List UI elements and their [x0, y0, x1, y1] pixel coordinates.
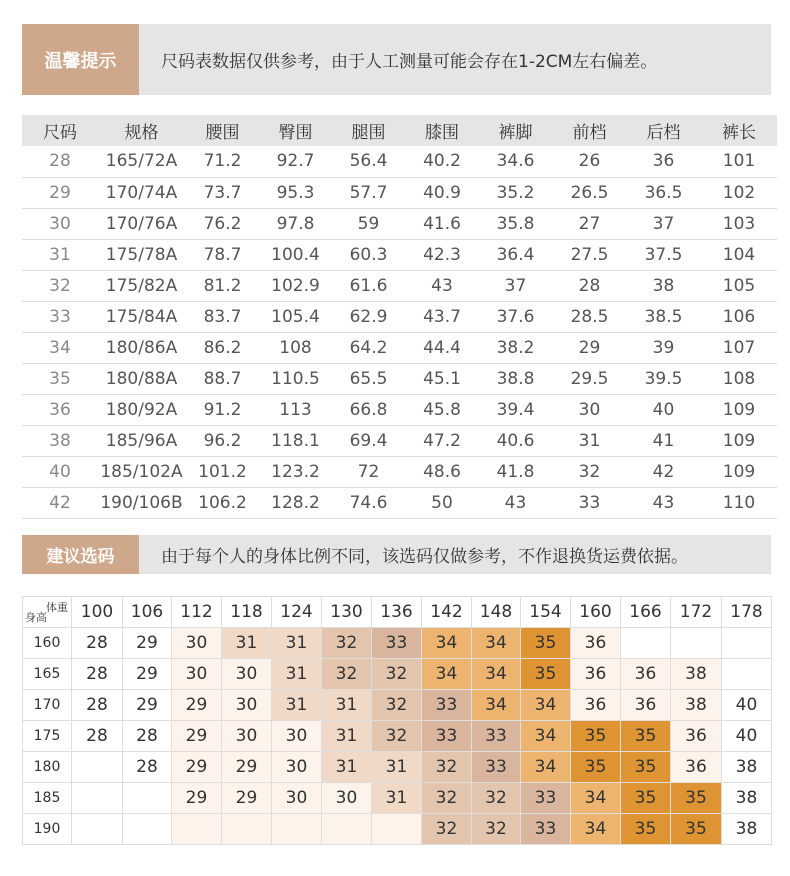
height-row: [23, 690, 772, 721]
recommend-cell: 29: [222, 783, 272, 814]
size-cell: 43: [626, 487, 701, 518]
recommend-cell: 31: [272, 690, 322, 721]
size-cell: 48.6: [406, 456, 478, 487]
weight-header: 178: [722, 597, 772, 628]
size-row: [22, 332, 777, 363]
weight-header: 136: [372, 597, 422, 628]
height-row: [23, 628, 772, 659]
size-cell: 107: [701, 332, 777, 363]
size-cell: 43: [406, 270, 478, 301]
size-row: [22, 301, 777, 332]
recommend-cell: 29: [172, 752, 222, 783]
recommend-cell: 33: [521, 814, 571, 845]
recommend-cell: 31: [322, 721, 372, 752]
size-cell: 123.2: [260, 456, 331, 487]
recommend-cell: 31: [272, 659, 322, 690]
size-table-header: [22, 115, 777, 146]
size-cell: 175/84A: [98, 301, 185, 332]
height-header: 180: [23, 752, 72, 783]
size-col-header: 腰围: [185, 115, 260, 146]
size-cell: 28: [553, 270, 626, 301]
height-header: 160: [23, 628, 72, 659]
recommend-banner: [22, 535, 771, 574]
recommend-cell: 30: [272, 721, 322, 752]
size-cell: 29: [22, 177, 98, 208]
height-header: 190: [23, 814, 72, 845]
recommend-cell: 32: [372, 690, 422, 721]
size-cell: 38.8: [478, 363, 553, 394]
size-cell: 57.7: [331, 177, 406, 208]
size-cell: 31: [22, 239, 98, 270]
size-cell: 102.9: [260, 270, 331, 301]
size-cell: 26.5: [553, 177, 626, 208]
weight-header: 160: [571, 597, 621, 628]
recommend-text: 由于每个人的身体比例不同，该选码仅做参考，不作退换货运费依据。: [161, 547, 688, 567]
size-col-header: 裤长: [701, 115, 777, 146]
height-row: [23, 752, 772, 783]
size-cell: 185/96A: [98, 425, 185, 456]
size-cell: 50: [406, 487, 478, 518]
recommend-cell: 32: [422, 752, 472, 783]
recommend-cell: 28: [72, 721, 123, 752]
recommend-cell: 28: [123, 752, 172, 783]
size-row: [22, 239, 777, 270]
recommend-cell: 35: [621, 814, 671, 845]
size-cell: 33: [553, 487, 626, 518]
size-cell: 106.2: [185, 487, 260, 518]
recommend-cell: [72, 752, 123, 783]
size-cell: 44.4: [406, 332, 478, 363]
size-cell: 102: [701, 177, 777, 208]
size-cell: 42: [22, 487, 98, 518]
recommend-cell: 35: [671, 814, 722, 845]
size-cell: 35.8: [478, 208, 553, 239]
size-cell: 103: [701, 208, 777, 239]
recommend-cell: [72, 814, 123, 845]
size-cell: 36.4: [478, 239, 553, 270]
size-cell: 35: [22, 363, 98, 394]
size-cell: 180/86A: [98, 332, 185, 363]
weight-header: 130: [322, 597, 372, 628]
recommend-cell: [372, 814, 422, 845]
weight-header: 106: [123, 597, 172, 628]
size-cell: 74.6: [331, 487, 406, 518]
size-cell: 104: [701, 239, 777, 270]
weight-header: 166: [621, 597, 671, 628]
size-cell: 29.5: [553, 363, 626, 394]
recommend-cell: 31: [372, 783, 422, 814]
size-cell: 36: [22, 394, 98, 425]
size-cell: 43.7: [406, 301, 478, 332]
recommend-cell: 35: [621, 721, 671, 752]
size-cell: 60.3: [331, 239, 406, 270]
recommend-cell: [72, 783, 123, 814]
height-header: 165: [23, 659, 72, 690]
size-row: [22, 177, 777, 208]
recommend-cell: 32: [372, 721, 422, 752]
size-cell: 110: [701, 487, 777, 518]
size-cell: 170/76A: [98, 208, 185, 239]
size-cell: 40.9: [406, 177, 478, 208]
weight-header: 112: [172, 597, 222, 628]
size-cell: 128.2: [260, 487, 331, 518]
size-cell: 59: [331, 208, 406, 239]
recommend-cell: [322, 814, 372, 845]
recommend-cell: 34: [472, 628, 521, 659]
size-cell: 38.2: [478, 332, 553, 363]
height-header: 170: [23, 690, 72, 721]
recommend-cell: 30: [172, 628, 222, 659]
recommend-cell: 35: [521, 659, 571, 690]
recommend-cell: 34: [571, 814, 621, 845]
size-col-header: 腿围: [331, 115, 406, 146]
size-cell: 27: [553, 208, 626, 239]
size-cell: 92.7: [260, 146, 331, 177]
recommend-cell: 32: [422, 783, 472, 814]
size-cell: 37: [626, 208, 701, 239]
recommend-cell: 38: [722, 814, 772, 845]
recommend-cell: [172, 814, 222, 845]
size-col-header: 臀围: [260, 115, 331, 146]
size-cell: 78.7: [185, 239, 260, 270]
recommend-cell: 31: [372, 752, 422, 783]
size-cell: 62.9: [331, 301, 406, 332]
size-cell: 76.2: [185, 208, 260, 239]
recommend-cell: 30: [272, 783, 322, 814]
weight-header: 118: [222, 597, 272, 628]
corner-weight-label: 体重: [46, 601, 68, 614]
size-cell: 113: [260, 394, 331, 425]
size-cell: 110.5: [260, 363, 331, 394]
size-cell: 190/106B: [98, 487, 185, 518]
size-cell: 105.4: [260, 301, 331, 332]
recommend-cell: 30: [222, 690, 272, 721]
size-cell: 30: [22, 208, 98, 239]
size-cell: 47.2: [406, 425, 478, 456]
height-header: 175: [23, 721, 72, 752]
size-cell: 39: [626, 332, 701, 363]
size-cell: 72: [331, 456, 406, 487]
recommend-cell: 33: [472, 721, 521, 752]
recommend-cell: 34: [472, 690, 521, 721]
recommend-cell: 32: [422, 814, 472, 845]
recommend-cell: 33: [472, 752, 521, 783]
recommend-cell: [272, 814, 322, 845]
size-col-header: 后档: [626, 115, 701, 146]
weight-header-row: [23, 597, 772, 628]
size-cell: 109: [701, 394, 777, 425]
size-cell: 65.5: [331, 363, 406, 394]
recommend-cell: 34: [521, 752, 571, 783]
recommend-cell: 38: [671, 659, 722, 690]
size-cell: 175/82A: [98, 270, 185, 301]
size-cell: 91.2: [185, 394, 260, 425]
recommend-cell: 36: [571, 628, 621, 659]
recommend-cell: 36: [571, 690, 621, 721]
size-cell: 38: [22, 425, 98, 456]
recommend-cell: 35: [621, 783, 671, 814]
corner-height-label: 身高: [25, 611, 47, 624]
recommend-cell: 32: [372, 659, 422, 690]
size-cell: 40: [626, 394, 701, 425]
size-chart-table: [22, 115, 777, 519]
recommend-cell: 30: [172, 659, 222, 690]
recommend-cell: 35: [671, 783, 722, 814]
height-header: 185: [23, 783, 72, 814]
size-cell: 33: [22, 301, 98, 332]
size-cell: 56.4: [331, 146, 406, 177]
recommend-cell: 29: [123, 628, 172, 659]
recommend-cell: 38: [722, 752, 772, 783]
size-cell: 32: [553, 456, 626, 487]
recommend-cell: [621, 628, 671, 659]
size-cell: 40.2: [406, 146, 478, 177]
notice-banner: [22, 24, 771, 95]
size-row: [22, 270, 777, 301]
size-row: [22, 425, 777, 456]
size-cell: 35.2: [478, 177, 553, 208]
size-cell: 88.7: [185, 363, 260, 394]
size-cell: 36: [626, 146, 701, 177]
recommend-cell: 34: [571, 783, 621, 814]
recommend-cell: 36: [671, 752, 722, 783]
size-row: [22, 394, 777, 425]
size-row: [22, 487, 777, 518]
recommend-cell: 36: [671, 721, 722, 752]
size-cell: 40.6: [478, 425, 553, 456]
size-cell: 38: [626, 270, 701, 301]
size-cell: 32: [22, 270, 98, 301]
grid-corner: [23, 597, 72, 628]
recommend-cell: 33: [372, 628, 422, 659]
size-cell: 34: [22, 332, 98, 363]
height-row: [23, 814, 772, 845]
weight-header: 148: [472, 597, 521, 628]
recommend-cell: 28: [72, 659, 123, 690]
recommend-cell: 28: [72, 628, 123, 659]
recommend-cell: [123, 814, 172, 845]
size-cell: 40: [22, 456, 98, 487]
size-cell: 170/74A: [98, 177, 185, 208]
size-cell: 42.3: [406, 239, 478, 270]
size-cell: 28: [22, 146, 98, 177]
size-cell: 96.2: [185, 425, 260, 456]
recommend-cell: 29: [172, 721, 222, 752]
size-cell: 86.2: [185, 332, 260, 363]
size-cell: 95.3: [260, 177, 331, 208]
size-cell: 180/92A: [98, 394, 185, 425]
size-cell: 118.1: [260, 425, 331, 456]
recommend-cell: 40: [722, 721, 772, 752]
size-row: [22, 146, 777, 177]
recommend-cell: 29: [123, 659, 172, 690]
size-cell: 42: [626, 456, 701, 487]
size-row: [22, 363, 777, 394]
recommend-cell: 30: [272, 752, 322, 783]
weight-header: 142: [422, 597, 472, 628]
size-cell: 43: [478, 487, 553, 518]
recommend-cell: 30: [222, 721, 272, 752]
size-cell: 175/78A: [98, 239, 185, 270]
recommend-cell: 29: [172, 783, 222, 814]
recommend-cell: 32: [472, 814, 521, 845]
size-cell: 69.4: [331, 425, 406, 456]
size-cell: 38.5: [626, 301, 701, 332]
size-cell: 71.2: [185, 146, 260, 177]
size-cell: 41: [626, 425, 701, 456]
recommend-cell: [671, 628, 722, 659]
size-cell: 26: [553, 146, 626, 177]
size-cell: 97.8: [260, 208, 331, 239]
recommend-cell: 36: [571, 659, 621, 690]
size-cell: 45.8: [406, 394, 478, 425]
recommend-tag: 建议选码: [22, 535, 139, 574]
size-cell: 28.5: [553, 301, 626, 332]
recommend-cell: 34: [422, 628, 472, 659]
size-cell: 101: [701, 146, 777, 177]
recommend-cell: 29: [123, 690, 172, 721]
size-cell: 36.5: [626, 177, 701, 208]
size-cell: 100.4: [260, 239, 331, 270]
size-cell: 31: [553, 425, 626, 456]
size-col-header: 规格: [98, 115, 185, 146]
size-cell: 108: [701, 363, 777, 394]
size-cell: 39.5: [626, 363, 701, 394]
recommend-cell: 30: [222, 659, 272, 690]
weight-header: 154: [521, 597, 571, 628]
size-cell: 37.5: [626, 239, 701, 270]
size-cell: 73.7: [185, 177, 260, 208]
size-cell: 109: [701, 425, 777, 456]
size-cell: 37.6: [478, 301, 553, 332]
recommend-cell: 35: [621, 752, 671, 783]
notice-tag: 温馨提示: [22, 24, 139, 95]
recommend-cell: 29: [172, 690, 222, 721]
recommend-cell: 33: [521, 783, 571, 814]
size-row: [22, 208, 777, 239]
size-cell: 27.5: [553, 239, 626, 270]
recommend-cell: 28: [123, 721, 172, 752]
size-cell: 109: [701, 456, 777, 487]
size-cell: 81.2: [185, 270, 260, 301]
recommend-cell: [222, 814, 272, 845]
size-col-header: 前档: [553, 115, 626, 146]
size-row: [22, 456, 777, 487]
recommend-cell: 34: [521, 690, 571, 721]
recommend-cell: 32: [322, 628, 372, 659]
recommend-cell: 31: [272, 628, 322, 659]
size-cell: 30: [553, 394, 626, 425]
size-recommend-grid: [22, 596, 772, 845]
recommend-cell: 34: [472, 659, 521, 690]
size-cell: 101.2: [185, 456, 260, 487]
size-cell: 45.1: [406, 363, 478, 394]
size-cell: 34.6: [478, 146, 553, 177]
size-cell: 108: [260, 332, 331, 363]
size-col-header: 尺码: [22, 115, 98, 146]
recommend-cell: 35: [571, 752, 621, 783]
height-row: [23, 659, 772, 690]
notice-text: 尺码表数据仅供参考，由于人工测量可能会存在1-2CM左右偏差。: [161, 52, 658, 72]
recommend-cell: 34: [422, 659, 472, 690]
recommend-cell: [123, 783, 172, 814]
height-row: [23, 721, 772, 752]
size-col-header: 裤脚: [478, 115, 553, 146]
size-cell: 83.7: [185, 301, 260, 332]
recommend-cell: 38: [671, 690, 722, 721]
weight-header: 172: [671, 597, 722, 628]
size-cell: 105: [701, 270, 777, 301]
size-cell: 37: [478, 270, 553, 301]
recommend-cell: 40: [722, 690, 772, 721]
size-cell: 41.6: [406, 208, 478, 239]
size-cell: 180/88A: [98, 363, 185, 394]
recommend-cell: 32: [322, 659, 372, 690]
recommend-cell: 28: [72, 690, 123, 721]
recommend-cell: 33: [422, 690, 472, 721]
size-cell: 64.2: [331, 332, 406, 363]
recommend-cell: 32: [472, 783, 521, 814]
recommend-cell: 31: [322, 752, 372, 783]
size-cell: 106: [701, 301, 777, 332]
size-cell: 66.8: [331, 394, 406, 425]
recommend-cell: [722, 659, 772, 690]
size-cell: 41.8: [478, 456, 553, 487]
recommend-cell: [722, 628, 772, 659]
recommend-cell: 31: [322, 690, 372, 721]
recommend-cell: 30: [322, 783, 372, 814]
recommend-cell: 34: [521, 721, 571, 752]
size-cell: 165/72A: [98, 146, 185, 177]
height-row: [23, 783, 772, 814]
recommend-cell: 29: [222, 752, 272, 783]
size-col-header: 膝围: [406, 115, 478, 146]
recommend-cell: 33: [422, 721, 472, 752]
recommend-cell: 31: [222, 628, 272, 659]
recommend-cell: 36: [621, 659, 671, 690]
recommend-cell: 38: [722, 783, 772, 814]
weight-header: 100: [72, 597, 123, 628]
recommend-cell: 35: [521, 628, 571, 659]
size-cell: 29: [553, 332, 626, 363]
size-cell: 61.6: [331, 270, 406, 301]
size-cell: 39.4: [478, 394, 553, 425]
recommend-cell: 35: [571, 721, 621, 752]
weight-header: 124: [272, 597, 322, 628]
recommend-cell: 36: [621, 690, 671, 721]
size-cell: 185/102A: [98, 456, 185, 487]
